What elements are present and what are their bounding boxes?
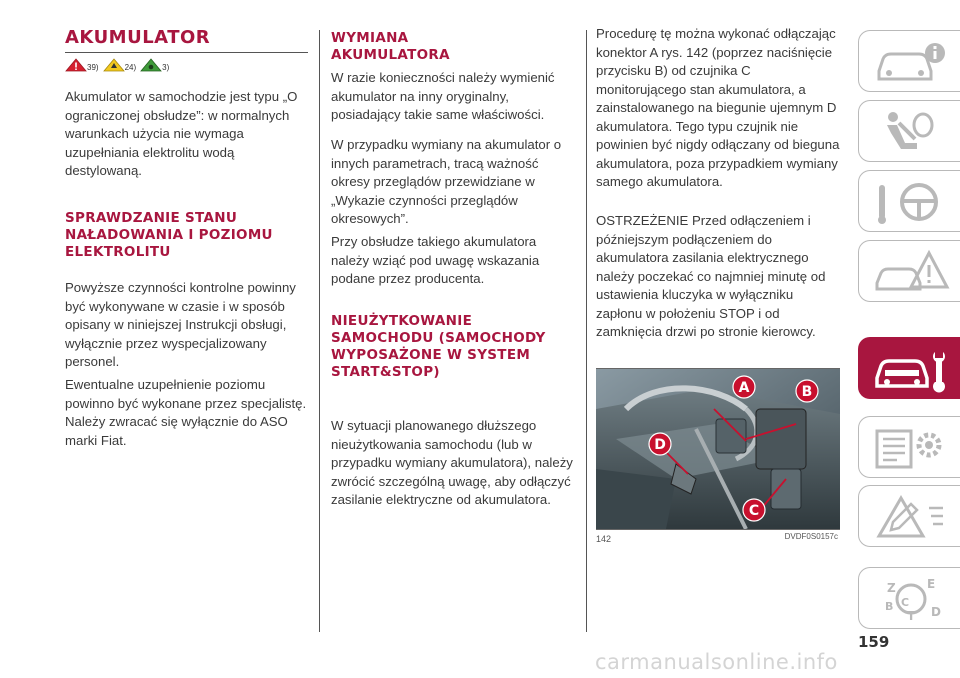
column-divider xyxy=(319,30,320,632)
car-warning-icon xyxy=(871,247,951,297)
svg-text:D: D xyxy=(931,605,941,619)
paragraph: W przypadku wymiany na akumulator o innych parametrach, tracą ważność okresy przeglądów przewidziane w „Wykazie czynności przeglądów okresowych”. xyxy=(331,137,562,226)
callout-c xyxy=(743,499,765,521)
section-heading-non-use: NIEUŻYTKOWANIE SAMOCHODU (SAMOCHODY WYPOSAŻONE W SYSTEM START&STOP) xyxy=(331,313,546,380)
paragraph: Przy obsłudze takiego akumulatora należy wziąć pod uwagę wskazania podane przez producenta. xyxy=(331,234,540,286)
figure-caption xyxy=(596,534,840,544)
car-info-icon xyxy=(871,37,951,87)
svg-text:B: B xyxy=(801,384,813,400)
tab-index[interactable] xyxy=(858,567,960,629)
paragraph: Ewentualne uzupełnienie poziomu powinno być wykonane przez specjalistę. Należy zwracać się wyłącznie do ASO marki Fiat. xyxy=(65,377,307,448)
svg-text:T: T xyxy=(907,609,916,623)
section-heading-check: SPRAWDZANIE STANU NAŁADOWANIA I POZIOMU ELEKTROLITU xyxy=(65,210,273,260)
tab-emergency[interactable] xyxy=(858,240,960,302)
tab-maintenance[interactable] xyxy=(858,337,960,399)
warning-ref-danger[interactable] xyxy=(65,58,99,72)
seat-airbag-icon xyxy=(871,107,951,157)
alphabetical-index-icon xyxy=(871,574,951,624)
paragraph: Powyższe czynności kontrolne powinny być wykonywane w czasie i w sposób opisany w niniejszej Instrukcji obsługi, wyłącznie przez wyspecjalizowany personel. xyxy=(65,280,296,369)
chapter-title-wrap xyxy=(65,27,308,53)
svg-text:A: A xyxy=(738,380,750,396)
figure-number: 142 xyxy=(596,534,612,544)
callout-b xyxy=(796,380,818,402)
steering-wheel-icon xyxy=(871,177,951,227)
specifications-gear-icon xyxy=(871,423,951,473)
watermark: carmanualsonline.info xyxy=(595,650,838,674)
warning-references xyxy=(65,58,173,72)
battery-connector-illustration xyxy=(596,369,840,529)
warning-ref-environment[interactable] xyxy=(140,58,169,72)
tab-safety[interactable] xyxy=(858,100,960,162)
tab-car-info[interactable] xyxy=(858,30,960,92)
warning-ref-caution[interactable] xyxy=(103,58,137,72)
paragraph: W razie konieczności należy wymienić akumulator na inny oryginalny, posiadający takie same właściwości. xyxy=(331,70,555,122)
page-title: AKUMULATOR xyxy=(65,27,211,48)
intro-paragraph: Akumulator w samochodzie jest typu „O ograniczonej obsłudze”: w normalnych warunkach użycia nie wymaga uzupełniania elektrolitu wodą destylowaną. xyxy=(65,89,298,178)
paragraph: W sytuacji planowanego dłuższego nieużytkowania samochodu (lub w przypadku wymiany akumulatora), należy zwrócić szczególną uwagę, aby odłączyć zasilanie elektryczne od akumulatora. xyxy=(331,418,573,507)
pencil-notes-icon xyxy=(871,492,951,542)
tab-controls[interactable] xyxy=(858,170,960,232)
svg-text:C: C xyxy=(901,596,910,609)
tab-technical-data[interactable] xyxy=(858,416,960,478)
warning-ref-number: 39) xyxy=(87,63,99,72)
tab-multimedia[interactable] xyxy=(858,485,960,547)
warning-paragraph: OSTRZEŻENIE Przed odłączeniem i późniejszym podłączeniem do akumulatora zasilania elektrycznego należy poczekać co najmniej minutę od ustawienia kluczyka w wyłączniku zapłonu w położeniu STOP i od zamknięcia drzwi po stronie kierowcy. xyxy=(596,213,826,339)
svg-text:E: E xyxy=(927,577,936,591)
danger-triangle-icon xyxy=(65,58,87,72)
page-number: 159 xyxy=(858,633,890,651)
svg-text:C: C xyxy=(748,503,760,519)
section-heading-replacement: WYMIANA AKUMULATORA xyxy=(331,30,450,63)
warning-ref-number: 24) xyxy=(124,63,137,72)
callout-a xyxy=(733,376,755,398)
figure-code: DVDF0S0157c xyxy=(784,532,838,541)
svg-text:Z: Z xyxy=(887,581,896,595)
environment-triangle-icon xyxy=(140,58,162,72)
warning-ref-number: 3) xyxy=(162,63,170,72)
svg-text:B: B xyxy=(885,600,894,613)
car-wrench-icon xyxy=(871,344,951,394)
caution-triangle-icon xyxy=(103,58,125,72)
svg-text:D: D xyxy=(654,437,666,453)
callout-d xyxy=(649,433,671,455)
column-divider xyxy=(586,30,587,632)
paragraph: Procedurę tę można wykonać odłączając konektor A rys. 142 (poprzez naciśnięcie przycisku B) od czujnika C monitorującego stan akumulatora, a zainstalowanego na biegunie ujemnym D akumulatora. Tego typu czujnik nie powinien być nigdy odłączany od bieguna akumulatora, poza przypadkiem wymiany samego akumulatora. xyxy=(596,26,840,189)
battery-figure xyxy=(596,368,840,530)
